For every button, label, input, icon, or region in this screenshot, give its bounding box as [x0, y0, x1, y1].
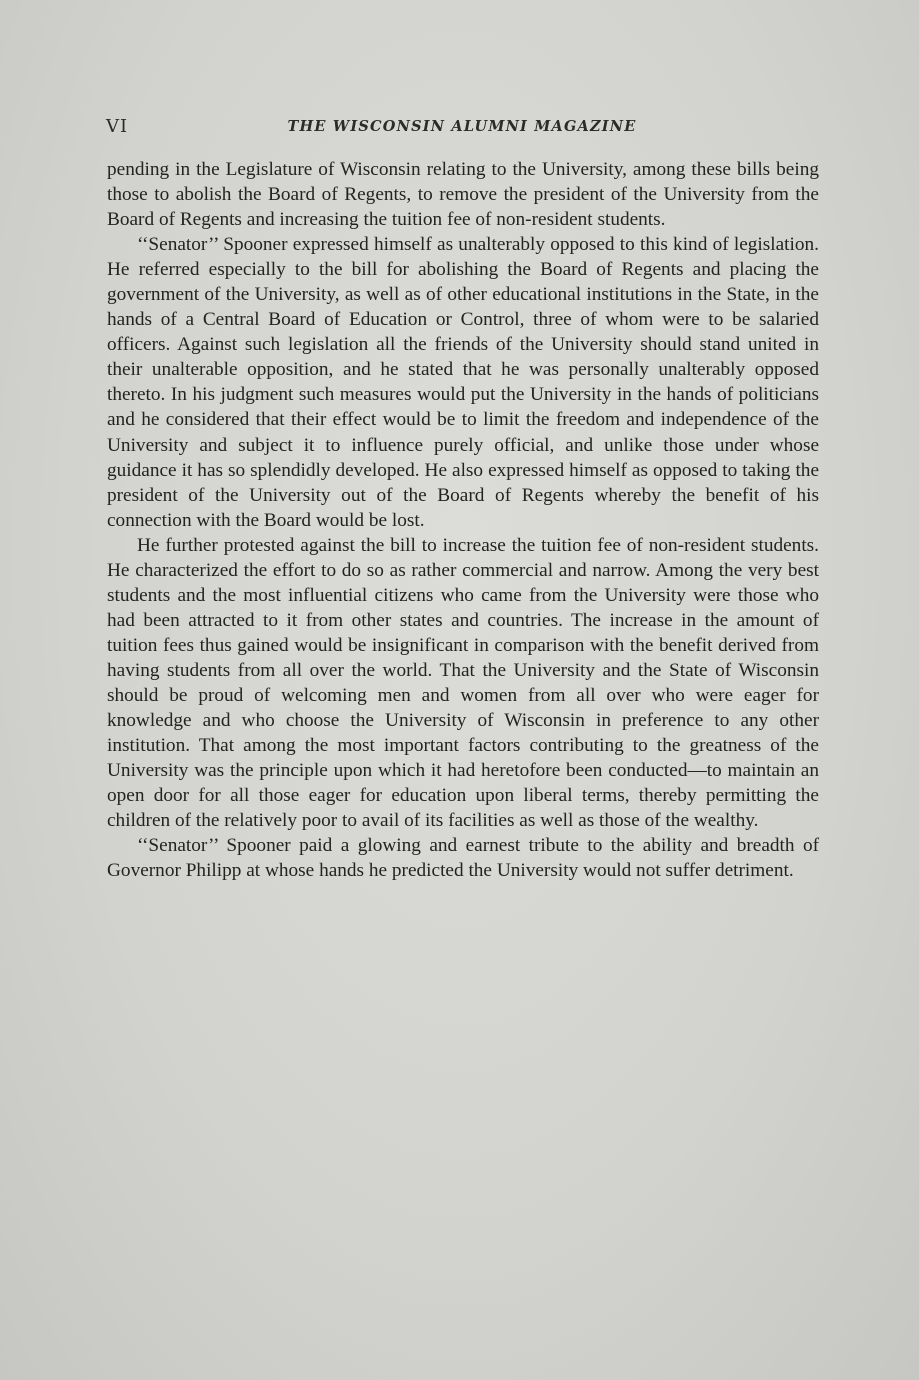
page-number: VI	[106, 116, 129, 137]
paragraph-2: ‘‘Senator’’ Spooner expressed himself as unalterably opposed to this kind of legislation. He referred especially to the bill for abolishing the Board of Regents and placing the government of the University, as well as of other educational institutions in the State, in the hands of a Central Board of Education or Control, three of whom were to be salaried officers. Against such legislation all the friends of the University should stand united in their unalterable opposition, and he stated that he was personally unalterably opposed thereto. In his judgment such measures would put the University in the hands of politicians and he considered that their effect would be to limit the freedom and independence of the University and subject it to influence purely official, and unlike those under whose guidance it has so splendidly developed. He also expressed himself as opposed to taking the president of the University out of the Board of Regents whereby the benefit of his connection with the Board would be lost.	[107, 234, 819, 531]
journal-title: THE WISCONSIN ALUMNI MAGAZINE	[287, 118, 637, 135]
article-body	[107, 157, 819, 883]
paragraph-3: He further protested against the bill to increase the tuition fee of non-resident students. He characterized the effort to do so as rather commercial and narrow. Among the very best students and the most influential citizens who came from the University were those who had been attracted to it from other states and countries. The increase in the amount of tuition fees thus gained would be insignificant in comparison with the benefit derived from having students from all over the world. That the University and the State of Wisconsin should be proud of welcoming men and women from all over who were eager for knowledge and who choose the University of Wisconsin in preference to any other institution. That among the most important factors contributing to the greatness of the University was the principle upon which it had heretofore been conducted—to maintain an open door for all those eager for education upon liberal terms, thereby permitting the children of the relatively poor to avail of its facilities as well as those of the wealthy.	[107, 534, 819, 832]
paragraph-4: ‘‘Senator’’ Spooner paid a glowing and earnest tribute to the ability and breadth of Governor Philipp at whose hands he predicted the University would not suffer detriment.	[107, 835, 819, 882]
running-head	[106, 116, 818, 142]
paragraph-1: pending in the Legislature of Wisconsin relating to the University, among these bills being those to abolish the Board of Regents, to remove the president of the University from the Board of Regents and increasing the tuition fee of non-resident students.	[107, 159, 819, 231]
